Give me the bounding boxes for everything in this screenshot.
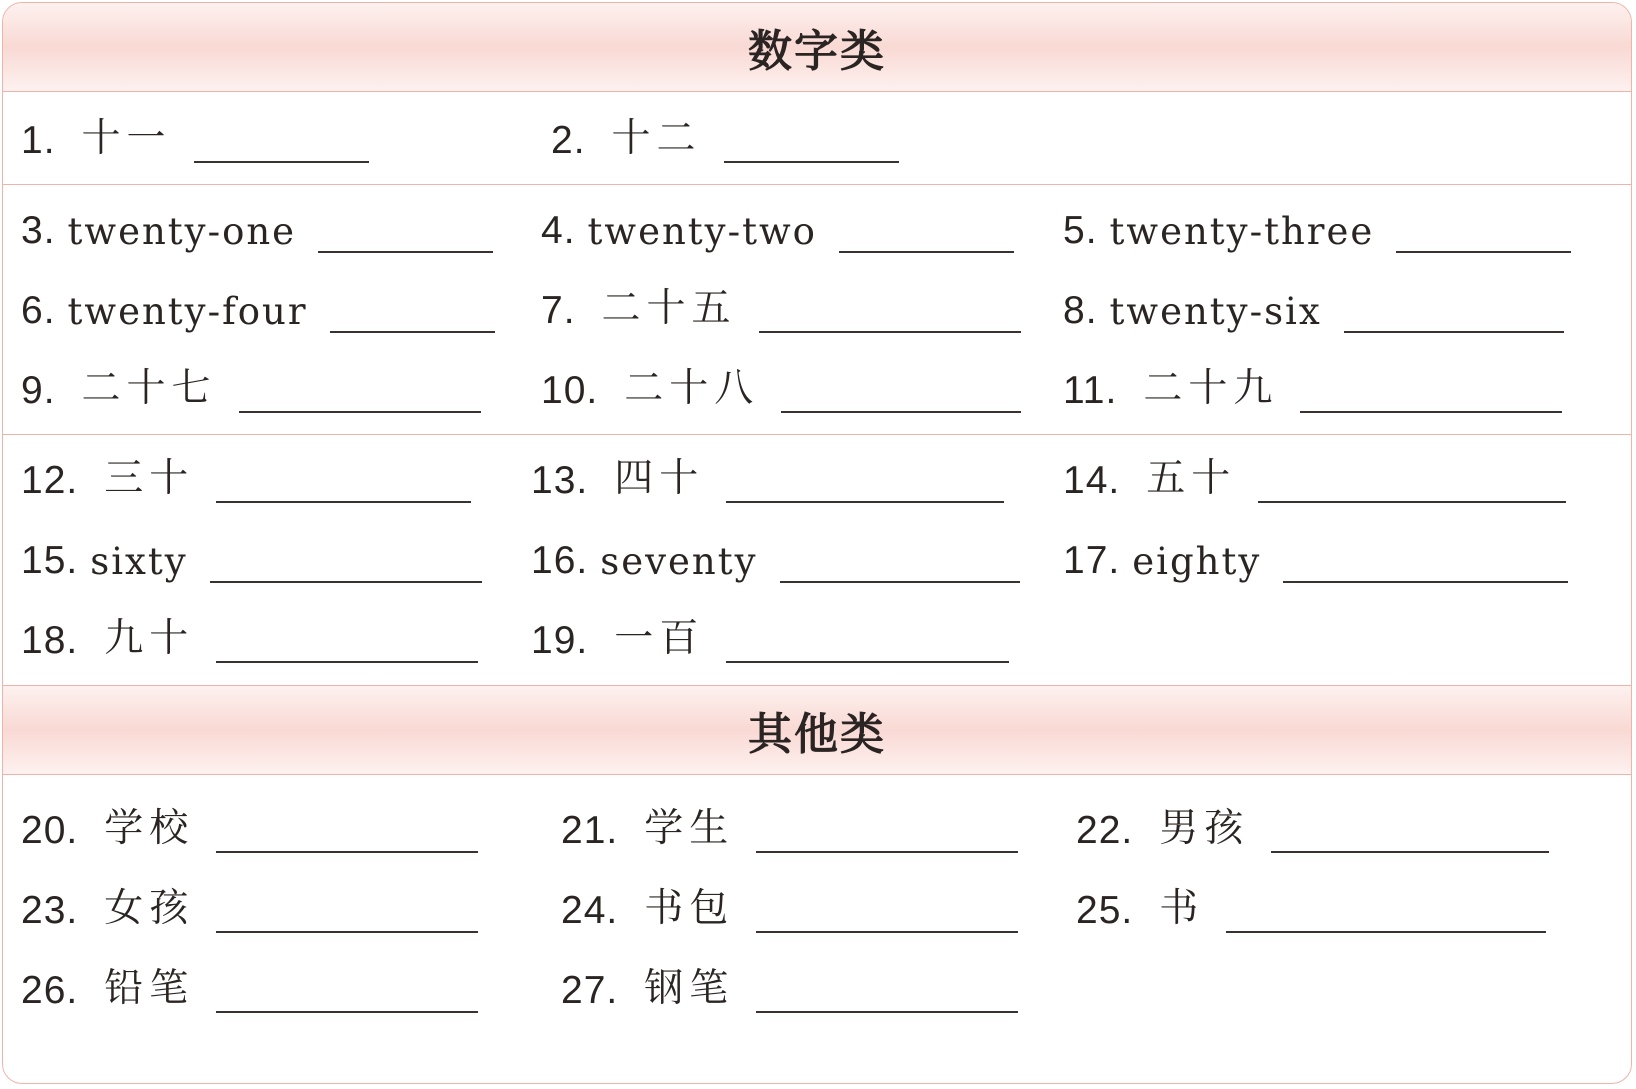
- question-number: 15.: [21, 539, 79, 582]
- question-word: 女孩: [104, 886, 195, 931]
- question-item: [1063, 269, 1564, 349]
- question-word: 十一: [81, 116, 172, 161]
- answer-blank[interactable]: [756, 931, 1018, 933]
- question-word: 十二: [611, 116, 702, 161]
- divider: [3, 184, 1631, 185]
- question-word: 书: [1159, 886, 1205, 931]
- question-word: 书包: [644, 886, 735, 931]
- question-row: [3, 599, 1631, 679]
- question-word: 男孩: [1159, 806, 1250, 851]
- answer-blank[interactable]: [839, 251, 1014, 253]
- question-number: 9.: [21, 369, 56, 412]
- question-number: 14.: [1063, 459, 1121, 502]
- question-number: 7.: [541, 289, 576, 332]
- question-number: 27.: [561, 969, 619, 1012]
- answer-blank[interactable]: [1396, 251, 1571, 253]
- question-number: 24.: [561, 889, 619, 932]
- question-word: 九十: [104, 616, 195, 661]
- answer-blank[interactable]: [216, 851, 478, 853]
- worksheet: [2, 2, 1632, 1084]
- question-number: 3.: [21, 209, 56, 252]
- question-row: [3, 869, 1631, 949]
- question-number: 2.: [551, 119, 586, 162]
- question-number: 20.: [21, 809, 79, 852]
- answer-blank[interactable]: [216, 931, 478, 933]
- question-word: 钢笔: [644, 966, 735, 1011]
- question-number: 13.: [531, 459, 589, 502]
- question-item: [21, 789, 478, 869]
- question-number: 17.: [1063, 539, 1121, 582]
- question-item: [1063, 439, 1566, 519]
- question-word: 铅笔: [104, 966, 195, 1011]
- answer-blank[interactable]: [1344, 331, 1564, 333]
- question-row: [3, 949, 1631, 1029]
- question-number: 10.: [541, 369, 599, 412]
- question-item: [1063, 189, 1571, 269]
- question-number: 21.: [561, 809, 619, 852]
- question-item: [21, 869, 478, 949]
- question-row: [3, 519, 1631, 599]
- question-item: [1063, 519, 1568, 599]
- section-title: 其他类: [748, 709, 886, 760]
- divider: [3, 434, 1631, 435]
- question-number: 18.: [21, 619, 79, 662]
- question-word: 三十: [104, 456, 195, 501]
- question-item: [1063, 349, 1562, 429]
- divider: [3, 774, 1631, 775]
- question-word: 二十八: [624, 366, 760, 411]
- question-item: [551, 99, 899, 179]
- answer-blank[interactable]: [330, 331, 495, 333]
- question-word: seventy: [600, 540, 758, 583]
- question-number: 25.: [1076, 889, 1134, 932]
- question-number: 4.: [541, 209, 576, 252]
- question-item: [1076, 869, 1546, 949]
- question-item: [531, 519, 1020, 599]
- question-number: 26.: [21, 969, 79, 1012]
- question-row: [3, 789, 1631, 869]
- answer-blank[interactable]: [756, 1011, 1018, 1013]
- question-item: [21, 349, 481, 429]
- question-word: twenty-two: [587, 210, 817, 253]
- question-number: 22.: [1076, 809, 1134, 852]
- question-row: [3, 349, 1631, 429]
- question-item: [541, 349, 1021, 429]
- question-word: 二十五: [601, 286, 737, 331]
- question-number: 23.: [21, 889, 79, 932]
- answer-blank[interactable]: [1300, 411, 1562, 413]
- question-item: [541, 269, 1021, 349]
- answer-blank[interactable]: [726, 501, 1004, 503]
- answer-blank[interactable]: [318, 251, 493, 253]
- question-row: [3, 269, 1631, 349]
- question-item: [561, 949, 1018, 1029]
- question-word: 学校: [104, 806, 195, 851]
- question-number: 16.: [531, 539, 589, 582]
- answer-blank[interactable]: [1226, 931, 1546, 933]
- question-word: twenty-four: [67, 290, 308, 333]
- question-word: 学生: [644, 806, 735, 851]
- question-item: [561, 869, 1018, 949]
- question-word: 二十七: [81, 366, 217, 411]
- question-item: [21, 599, 478, 679]
- question-item: [21, 949, 478, 1029]
- question-item: [21, 189, 493, 269]
- answer-blank[interactable]: [216, 501, 471, 503]
- question-word: 一百: [614, 616, 705, 661]
- answer-blank[interactable]: [216, 661, 478, 663]
- question-word: 五十: [1146, 456, 1237, 501]
- answer-blank[interactable]: [726, 661, 1009, 663]
- question-item: [561, 789, 1018, 869]
- question-number: 5.: [1063, 209, 1098, 252]
- question-number: 1.: [21, 119, 56, 162]
- question-word: 四十: [614, 456, 705, 501]
- question-number: 19.: [531, 619, 589, 662]
- answer-blank[interactable]: [1283, 581, 1568, 583]
- question-item: [541, 189, 1014, 269]
- answer-blank[interactable]: [194, 161, 369, 163]
- question-word: eighty: [1132, 540, 1262, 583]
- question-item: [1076, 789, 1549, 869]
- question-number: 11.: [1063, 369, 1118, 412]
- question-item: [531, 599, 1009, 679]
- answer-blank[interactable]: [216, 1011, 478, 1013]
- question-item: [21, 439, 471, 519]
- question-number: 6.: [21, 289, 56, 332]
- question-number: 8.: [1063, 289, 1098, 332]
- question-row: [3, 99, 1631, 179]
- answer-blank[interactable]: [210, 581, 482, 583]
- question-row: [3, 439, 1631, 519]
- question-item: [21, 519, 482, 599]
- answer-blank[interactable]: [780, 581, 1020, 583]
- section-header-others: [3, 686, 1631, 774]
- question-item: [21, 269, 495, 349]
- answer-blank[interactable]: [759, 331, 1021, 333]
- question-word: 二十九: [1143, 366, 1279, 411]
- question-word: twenty-three: [1109, 210, 1375, 253]
- answer-blank[interactable]: [239, 411, 481, 413]
- section-header-numbers: [3, 3, 1631, 91]
- section-title: 数字类: [748, 26, 886, 77]
- question-word: sixty: [90, 540, 188, 583]
- answer-blank[interactable]: [724, 161, 899, 163]
- question-item: [21, 99, 369, 179]
- answer-blank[interactable]: [781, 411, 1021, 413]
- question-item: [531, 439, 1004, 519]
- question-word: twenty-one: [67, 210, 297, 253]
- divider: [3, 91, 1631, 92]
- answer-blank[interactable]: [756, 851, 1018, 853]
- question-number: 12.: [21, 459, 79, 502]
- question-word: twenty-six: [1109, 290, 1322, 333]
- answer-blank[interactable]: [1258, 501, 1566, 503]
- answer-blank[interactable]: [1271, 851, 1549, 853]
- question-row: [3, 189, 1631, 269]
